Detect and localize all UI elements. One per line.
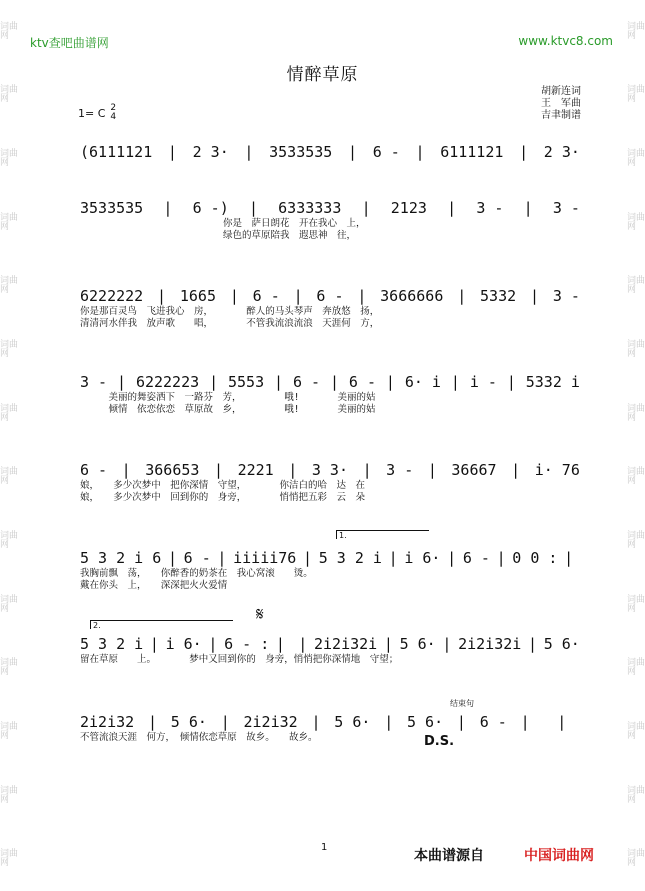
watermark-text: 词曲网 <box>627 594 645 614</box>
measure: iiiii76 <box>233 549 297 567</box>
score-system <box>80 460 580 504</box>
song-title: 情醉草原 <box>286 65 359 85</box>
measure: i· 76 <box>534 461 580 479</box>
watermark-text: 词曲网 <box>627 85 645 105</box>
measure: i 6· <box>165 635 202 653</box>
measure: 2123 <box>390 199 427 217</box>
measure: 3 - <box>386 461 414 479</box>
bar-line: | <box>275 635 285 653</box>
watermark-text: 词曲网 <box>0 594 19 614</box>
bar-line: | <box>163 199 173 217</box>
bar-line: | <box>529 287 539 305</box>
measure: 3 - <box>476 199 504 217</box>
measure: 6 - <box>372 143 400 161</box>
bar-line: | <box>147 713 157 731</box>
watermark-text: 词曲网 <box>0 530 19 550</box>
arranger-credit: 吉聿制谱 <box>541 110 581 121</box>
bar-line: | <box>217 549 227 567</box>
notation-line <box>80 548 580 568</box>
bar-line: | <box>298 635 308 653</box>
measure: 3 - <box>552 199 580 217</box>
measure: 6 - <box>316 287 344 305</box>
measure: 6333333 <box>278 199 342 217</box>
credits-block <box>541 86 581 122</box>
bar-line: | <box>384 713 394 731</box>
watermark-text: 词曲网 <box>627 276 645 296</box>
bar-line: | <box>388 549 398 567</box>
key-signature <box>78 104 116 122</box>
notation-line <box>80 634 580 654</box>
measure: 6 - <box>183 549 211 567</box>
measure: 6222222 <box>80 287 144 305</box>
measure: 6 -) <box>192 199 229 217</box>
measure: 5 6· <box>170 713 207 731</box>
watermark-text: 词曲网 <box>627 530 645 550</box>
score-system <box>80 372 580 416</box>
bar-line: | <box>457 287 467 305</box>
watermark-text: 词曲网 <box>0 276 19 296</box>
lyric-line: 绿色的草原陪我 遐思神 往， <box>80 230 356 241</box>
measure: 5332 i <box>525 373 580 391</box>
bar-line: | <box>121 461 131 479</box>
lyric-line: 娘， 多少次梦中 回到你的 身旁， 悄悄把五彩 云 朵 <box>80 492 366 503</box>
measure: 6· i <box>404 373 441 391</box>
watermark-text: 词曲网 <box>0 85 19 105</box>
notation-line <box>80 142 580 162</box>
watermark-text: 词曲网 <box>0 785 19 805</box>
ds-marking: D.S. <box>424 734 455 749</box>
measure: 5 6· <box>399 635 436 653</box>
watermark-text: 词曲网 <box>627 149 645 169</box>
bar-line: | <box>450 373 460 391</box>
bar-line: | <box>415 143 425 161</box>
watermark-text: 词曲网 <box>627 403 645 423</box>
watermark-text: 词曲网 <box>627 849 645 869</box>
header-right-link[interactable]: www.ktvc8.com <box>518 34 613 48</box>
lyric-line: 清清河水伴我 放声歌 唱， 不管我流浪流浪 天涯何 方， <box>80 318 380 329</box>
lyric-line: 戴在你头 上， 深深把火火爱情 <box>80 580 228 591</box>
bar-line: | <box>214 461 224 479</box>
lyric-line: 你是那百灵鸟 飞进我心 房， 醉人的马头琴声 奔放悠 扬， <box>80 306 380 317</box>
watermark-text: 词曲网 <box>627 658 645 678</box>
watermark-text: 词曲网 <box>0 340 19 360</box>
notation-line <box>80 460 580 480</box>
bar-line: | <box>506 373 516 391</box>
composer-credit: 王 军曲 <box>541 98 581 109</box>
score-system <box>80 634 580 666</box>
measure: 6 - : <box>224 635 270 653</box>
measure: 6 - <box>479 713 507 731</box>
measure: 2i2i32i <box>314 635 378 653</box>
watermark-text: 词曲网 <box>627 212 645 232</box>
watermark-text: 词曲网 <box>0 658 19 678</box>
measure: 6 - <box>292 373 321 391</box>
watermark-text: 词曲网 <box>0 849 19 869</box>
bar-line: | <box>149 635 159 653</box>
bar-line: | <box>229 287 239 305</box>
measure: 5 3 2 i <box>318 549 382 567</box>
score-system <box>80 198 580 242</box>
bar-line: | <box>385 373 395 391</box>
measure: 1665 <box>179 287 216 305</box>
bar-line: | <box>361 199 371 217</box>
bar-line: | <box>519 143 529 161</box>
watermark-text: 词曲网 <box>0 21 19 41</box>
bar-line: | <box>496 549 506 567</box>
measure: 3 - <box>80 373 108 391</box>
page-number: 1 <box>321 842 328 853</box>
time-bottom: 4 <box>110 112 117 122</box>
score-system <box>80 142 580 162</box>
lyric-line: 不管流浪天涯 何方， 倾情依恋草原 故乡。 故乡。 <box>80 732 318 743</box>
watermark-text: 词曲网 <box>627 467 645 487</box>
bar-line: | <box>456 713 466 731</box>
ending-phrase-label: 结束句 <box>450 699 474 708</box>
bar-line: | <box>520 713 530 731</box>
bar-line: | <box>209 373 219 391</box>
bar-line: | <box>447 549 457 567</box>
bar-line: | <box>220 713 230 731</box>
measure: i 6· <box>404 549 441 567</box>
score-system <box>80 712 580 744</box>
bar-line: | <box>167 143 177 161</box>
bar-line: | <box>248 199 258 217</box>
bar-line: | <box>244 143 254 161</box>
measure: 2221 <box>237 461 274 479</box>
measure: 5 6· <box>543 635 580 653</box>
measure: 3 - <box>552 287 580 305</box>
measure: 2i2i32 <box>243 713 298 731</box>
volta-first-ending: 1. <box>336 530 429 539</box>
lyric-line: 美丽的舞姿洒下 一路芬 芳， 哦! 美丽的姑 <box>80 392 376 403</box>
bar-line: | <box>348 143 358 161</box>
measure: 6 - <box>252 287 280 305</box>
measure: 3 3· <box>311 461 348 479</box>
measure: 5 6· <box>334 713 371 731</box>
bar-line: | <box>527 635 538 653</box>
volta-second-ending: 2. <box>90 620 233 629</box>
right-watermark-column <box>627 0 645 891</box>
bar-line: | <box>274 373 284 391</box>
bar-line: | <box>557 713 567 731</box>
watermark-text: 词曲网 <box>627 340 645 360</box>
bar-line: | <box>288 461 298 479</box>
watermark-text: 词曲网 <box>627 721 645 741</box>
lyric-line: 我胸前飘 荡， 你醉香的奶茶在 我心窝滚 烫。 <box>80 568 313 579</box>
measure: 0 0 : <box>512 549 558 567</box>
bar-line: | <box>523 199 533 217</box>
bar-line: | <box>357 287 367 305</box>
measure: 3533535 <box>80 199 144 217</box>
measure: 6 - <box>462 549 490 567</box>
bar-line: | <box>303 549 313 567</box>
lyric-line: 留在草原 上。 梦中又回到你的 身旁，悄悄把你深情地 守望； <box>80 654 399 665</box>
bar-line: | <box>442 635 452 653</box>
lyric-line: 倾情 依恋依恋 草原故 乡， 哦! 美丽的姑 <box>80 404 376 415</box>
segno-sign: 𝄋 <box>256 604 264 625</box>
lyric-line: 你是 萨日朗花 开在我心 上， <box>80 218 366 229</box>
score-system <box>80 286 580 330</box>
watermark-text: 词曲网 <box>0 403 19 423</box>
watermark-text: 词曲网 <box>0 467 19 487</box>
bar-line: | <box>293 287 303 305</box>
key-label: 1= C <box>78 106 106 120</box>
measure: 3666666 <box>380 287 444 305</box>
watermark-text: 词曲网 <box>627 785 645 805</box>
measure: 6 - <box>80 461 108 479</box>
measure: i - <box>469 373 497 391</box>
watermark-text: 词曲网 <box>0 149 19 169</box>
measure: 3533535 <box>269 143 333 161</box>
notation-line <box>80 286 580 306</box>
measure: 6222223 <box>135 373 200 391</box>
notation-line <box>80 372 580 392</box>
measure: 366653 <box>145 461 200 479</box>
watermark-text: 词曲网 <box>627 21 645 41</box>
measure: 5332 <box>480 287 517 305</box>
measure: (6111121 <box>80 143 153 161</box>
notation-line <box>80 712 580 732</box>
lyric-line: 娘， 多少次梦中 把你深情 守望， 你洁白的哈 达 在 <box>80 480 366 491</box>
footer-source-label: 本曲谱源自 <box>414 848 484 864</box>
measure: 5 3 2 i <box>80 635 144 653</box>
measure: 5553 <box>228 373 265 391</box>
bar-line: | <box>208 635 218 653</box>
lyricist-credit: 胡新连词 <box>541 86 581 97</box>
measure: 6111121 <box>440 143 504 161</box>
bar-line: | <box>329 373 339 391</box>
bar-line: | <box>362 461 372 479</box>
bar-line: | <box>117 373 127 391</box>
time-top: 2 <box>110 103 117 113</box>
bar-line: | <box>157 287 167 305</box>
measure: 6 - <box>348 373 376 391</box>
bar-line: | <box>427 461 437 479</box>
watermark-text: 词曲网 <box>0 721 19 741</box>
notation-line <box>80 198 580 218</box>
time-signature <box>110 104 116 122</box>
measure: 2 3· <box>192 143 229 161</box>
left-watermark-column <box>0 0 18 891</box>
measure: 5 6· <box>407 713 444 731</box>
measure: 2 3· <box>543 143 580 161</box>
score-system <box>80 548 580 592</box>
bar-line: | <box>167 549 177 567</box>
bar-line: | <box>564 549 574 567</box>
measure: 5 3 2 i 6 <box>80 549 162 567</box>
bar-line: | <box>311 713 321 731</box>
bar-line: | <box>447 199 457 217</box>
bar-line: | <box>511 461 521 479</box>
measure: 2i2i32i <box>458 635 522 653</box>
header-left-link[interactable]: ktv查吧曲谱网 <box>30 36 109 50</box>
measure: 36667 <box>451 461 497 479</box>
measure: 2i2i32 <box>80 713 135 731</box>
footer-source-site[interactable]: 中国词曲网 <box>524 848 594 864</box>
bar-line: | <box>383 635 393 653</box>
watermark-text: 词曲网 <box>0 212 19 232</box>
